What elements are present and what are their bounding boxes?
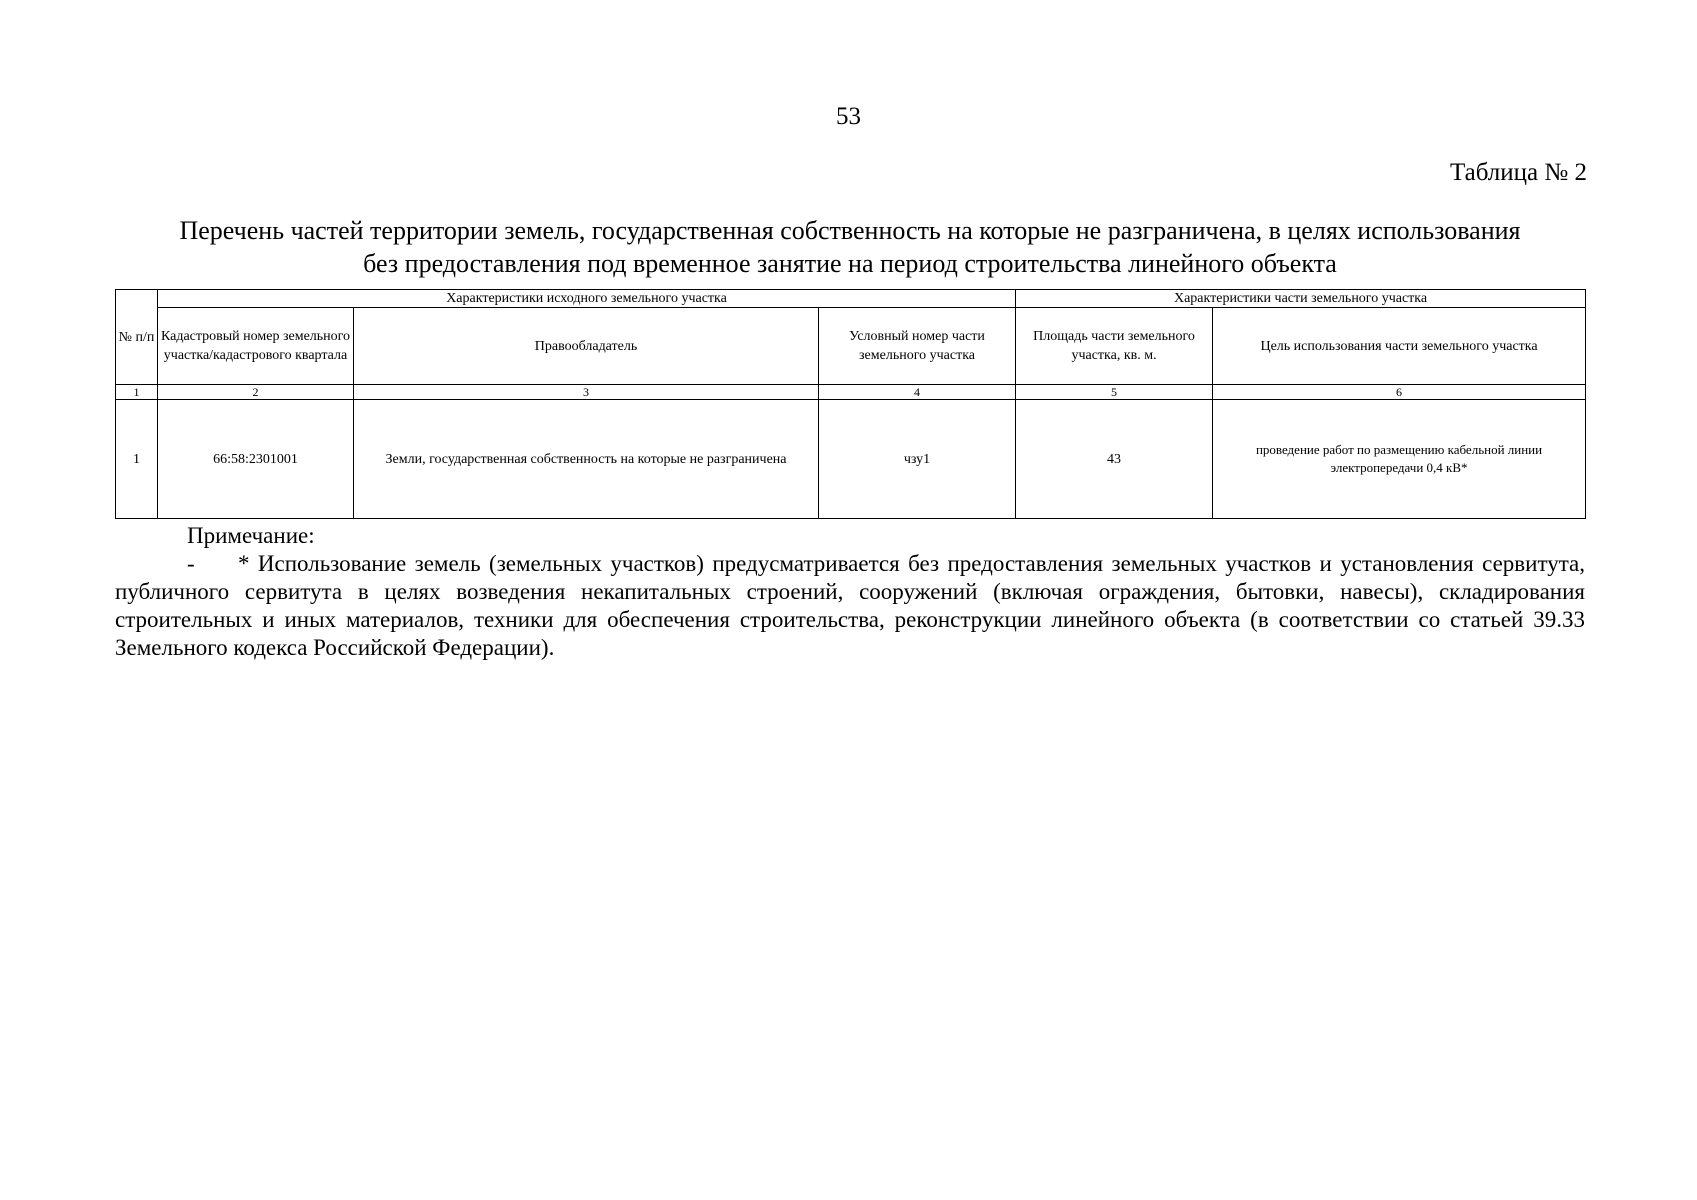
note-text: * Использование земель (земельных участков) предусматривается без предоставления земельных участков и установления сервитута, публичного сервитута в целях возведения некапитальных строений, сооружений (включая ограждения, бытовки, навесы), складирования строительных и иных материалов, техники для обеспечения строительства, реконструкции линейного объекта (в соответствии со статьей 39.33 Земельного кодекса Российской Федерации). — [115, 551, 1585, 660]
document-title-line-1: Перечень частей территории земель, государственная собственность на которые не разграничена, в целях использования — [179, 216, 1521, 245]
header-col-cadastral: Кадастровый номер земельного участка/кадастрового квартала — [158, 308, 354, 385]
document-title — [115, 214, 1585, 280]
page-number: 53 — [836, 103, 861, 130]
note-paragraph — [115, 550, 1585, 662]
header-group-plot-part: Характеристики части земельного участка — [1016, 290, 1586, 308]
column-number: 5 — [1016, 385, 1213, 400]
header-col-owner: Правообладатель — [354, 308, 819, 385]
table-header-row-columns — [116, 308, 1586, 385]
cell-cadastral: 66:58:2301001 — [158, 400, 354, 519]
table-header-row-groups — [116, 290, 1586, 308]
header-col-no: № п/п — [116, 290, 158, 385]
land-parts-table — [115, 289, 1586, 519]
header-col-part-number: Условный номер части земельного участка — [819, 308, 1016, 385]
column-number: 6 — [1213, 385, 1586, 400]
cell-purpose: проведение работ по размещению кабельной линии электропередачи 0,4 кВ* — [1213, 400, 1586, 519]
column-number: 3 — [354, 385, 819, 400]
document-title-line-2: без предоставления под временное занятие на период строительства линейного объекта — [363, 249, 1337, 278]
cell-area: 43 — [1016, 400, 1213, 519]
cell-part-number: чзу1 — [819, 400, 1016, 519]
note-title: Примечание: — [187, 523, 315, 548]
note-block — [115, 522, 1585, 662]
table-row — [116, 400, 1586, 519]
header-group-source-plot: Характеристики исходного земельного участка — [158, 290, 1016, 308]
column-number: 4 — [819, 385, 1016, 400]
header-col-area: Площадь части земельного участка, кв. м. — [1016, 308, 1213, 385]
cell-no: 1 — [116, 400, 158, 519]
note-dash: - — [187, 551, 195, 576]
cell-owner: Земли, государственная собственность на которые не разграничена — [354, 400, 819, 519]
column-number: 1 — [116, 385, 158, 400]
header-col-purpose: Цель использования части земельного участка — [1213, 308, 1586, 385]
table-caption: Таблица № 2 — [1449, 159, 1587, 186]
column-numbers-row — [116, 385, 1586, 400]
column-number: 2 — [158, 385, 354, 400]
